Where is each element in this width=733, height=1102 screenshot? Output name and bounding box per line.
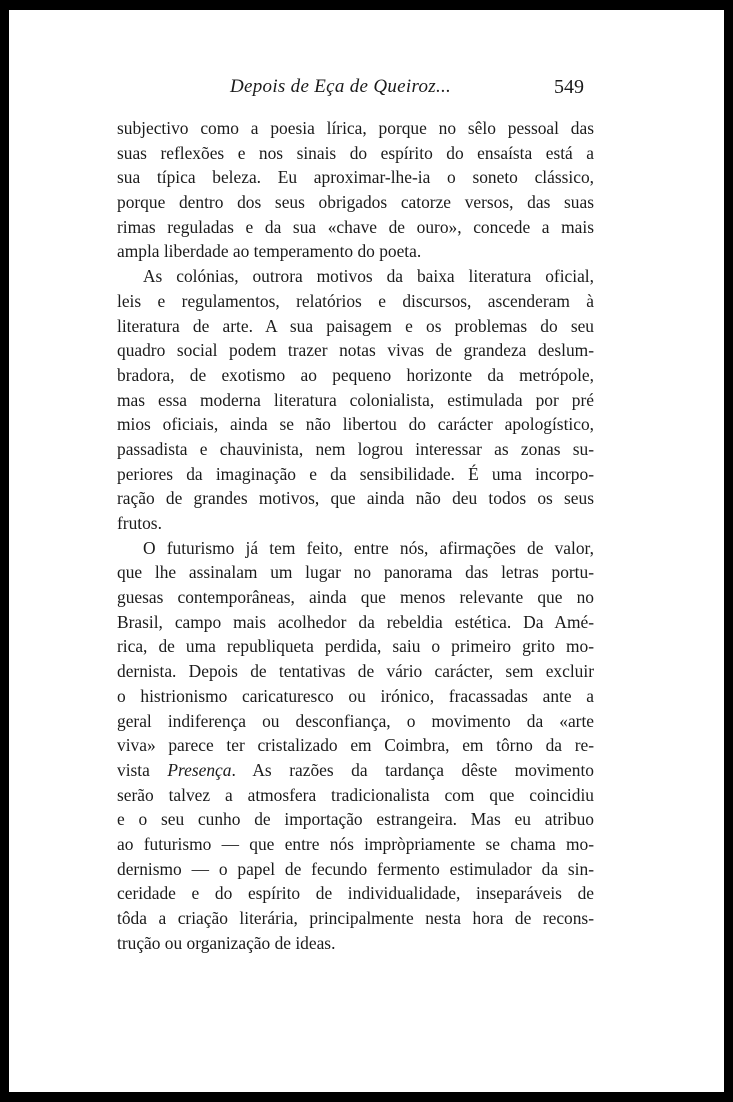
text-line-with-italic: vista Presença. As razões da tardança dêste movimento bbox=[117, 759, 594, 780]
text-line: passadista e chauvinista, nem logrou interessar as zonas su- bbox=[117, 438, 594, 459]
text-line: ampla liberdade ao temperamento do poeta. bbox=[117, 241, 422, 262]
text-line: bradora, de exotismo ao pequeno horizonte da metrópole, bbox=[117, 364, 594, 385]
text-line: As colónias, outrora motivos da baixa literatura oficial, bbox=[143, 266, 594, 287]
text-line: rica, de uma republiqueta perdida, saiu o primeiro grito mo- bbox=[117, 636, 594, 657]
text-line: sua típica beleza. Eu aproximar-lhe-ia o soneto clássico, bbox=[117, 167, 594, 188]
text-line: O futurismo já tem feito, entre nós, afirmações de valor, bbox=[143, 537, 594, 558]
text-line: mas essa moderna literatura colonialista, estimulada por pré bbox=[117, 389, 594, 410]
text-line: ao futurismo — que entre nós impròpriamente se chama mo- bbox=[117, 833, 594, 854]
text-line: porque dentro dos seus obrigados catorze versos, das suas bbox=[117, 192, 594, 213]
text-line: o histrionismo caricaturesco ou irónico, fracassadas ante a bbox=[117, 685, 594, 706]
journal-title-italic: Presença bbox=[167, 759, 232, 780]
text-line: que lhe assinalam um lugar no panorama das letras portu- bbox=[117, 562, 594, 583]
text-line: dernista. Depois de tentativas de vário carácter, sem excluir bbox=[117, 661, 594, 682]
text-line: mios oficiais, ainda se não libertou do carácter apologístico, bbox=[117, 414, 594, 435]
text-line: ração de grandes motivos, que ainda não deu todos os seus bbox=[117, 488, 594, 509]
text-line: serão talvez a atmosfera tradicionalista com que coincidiu bbox=[117, 784, 594, 805]
paragraph-1 bbox=[117, 116, 594, 264]
body-text bbox=[117, 116, 594, 955]
text-line: rimas reguladas e da sua «chave de ouro», concede a mais bbox=[117, 216, 594, 237]
text-line: leis e regulamentos, relatórios e discursos, ascenderam à bbox=[117, 290, 594, 311]
text-line: guesas contemporâneas, ainda que menos relevante que no bbox=[117, 587, 594, 608]
paragraph-3 bbox=[117, 536, 594, 956]
running-title: Depois de Eça de Queiroz... bbox=[230, 76, 452, 97]
text-line: tôda a criação literária, principalmente nesta hora de recons- bbox=[117, 908, 594, 928]
text-line: literatura de arte. A sua paisagem e os problemas do seu bbox=[117, 315, 594, 336]
text-line: geral indiferença ou desconfiança, o movimento da «arte bbox=[117, 710, 594, 731]
text-line: Brasil, campo mais acolhedor da rebeldia estética. Da Amé- bbox=[117, 611, 594, 632]
paragraph-2 bbox=[117, 264, 594, 536]
text-line: suas reflexões e nos sinais do espírito do ensaísta está a bbox=[117, 142, 594, 163]
text-line: trução ou organização de ideas. bbox=[117, 932, 336, 953]
text-line: subjectivo como a poesia lírica, porque no sêlo pessoal das bbox=[117, 118, 594, 138]
text-line: periores da imaginação e da sensibilidade. É uma incorpo- bbox=[117, 463, 594, 484]
text-line: quadro social podem trazer notas vivas de grandeza deslum- bbox=[117, 340, 594, 361]
text-line: dernismo — o papel de fecundo fermento estimulador da sin- bbox=[117, 858, 594, 879]
book-page bbox=[9, 10, 724, 1092]
text-line: viva» parece ter cristalizado em Coimbra, em tôrno da re- bbox=[117, 735, 594, 756]
text-line: e o seu cunho de importação estrangeira. Mas eu atribuo bbox=[117, 809, 594, 830]
page-number: 549 bbox=[554, 76, 584, 98]
page-header bbox=[9, 76, 724, 104]
text-line: frutos. bbox=[117, 513, 162, 533]
text-line: ceridade e do espírito de individualidade, inseparáveis de bbox=[117, 883, 594, 904]
